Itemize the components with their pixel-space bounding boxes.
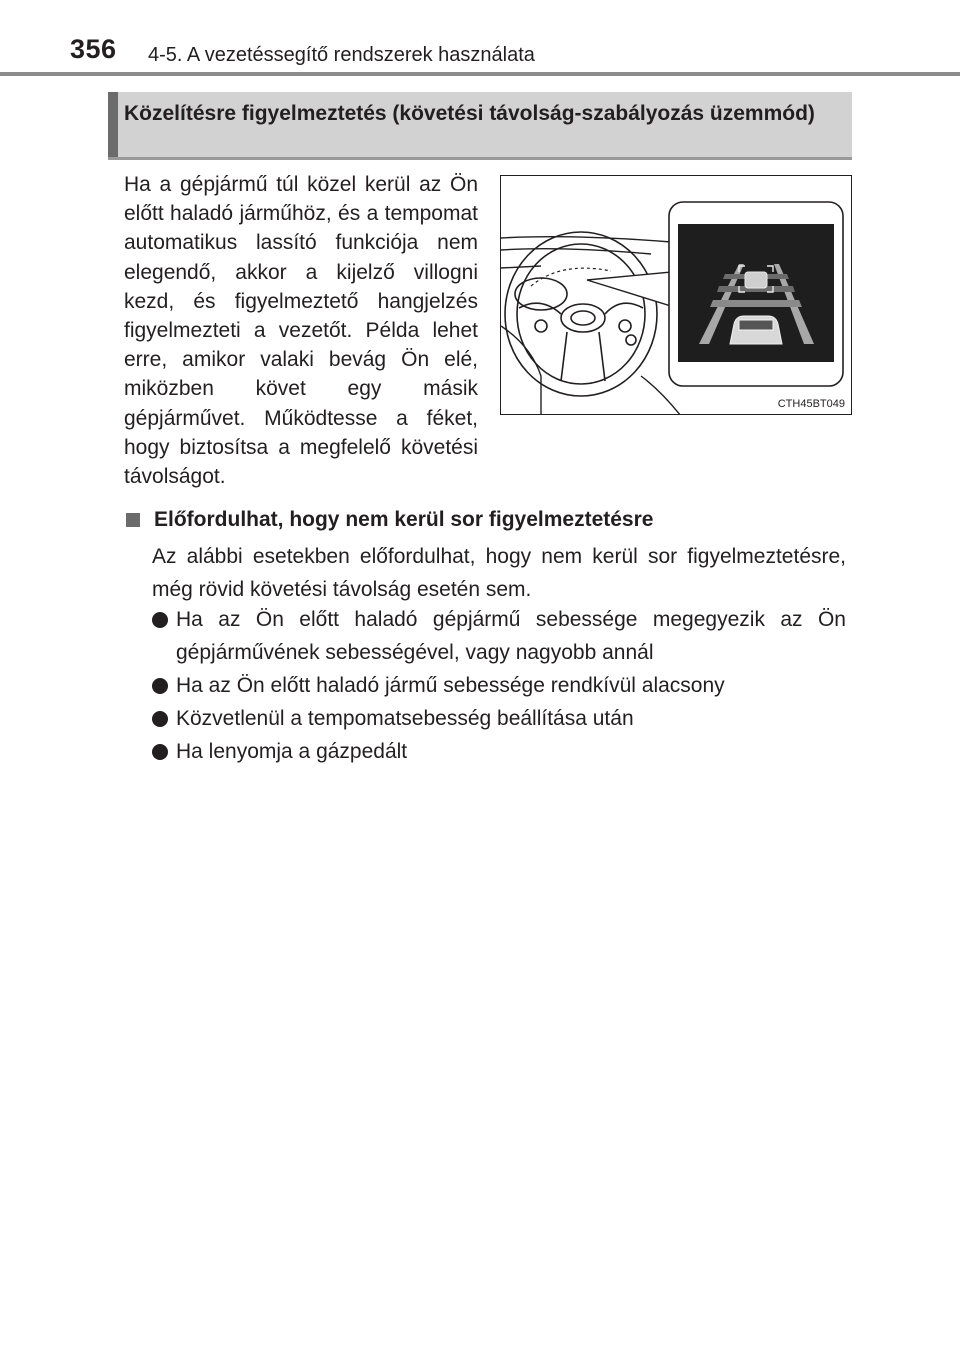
section-heading-box (108, 92, 852, 160)
circle-bullet-icon (152, 612, 168, 628)
bullet-list (152, 603, 846, 768)
section-title: Közelítésre figyelmeztetés (követési távolság-szabályozás üzemmód) (124, 102, 815, 125)
subsection-title: Előfordulhat, hogy nem kerül sor figyelmeztetésre (154, 508, 654, 531)
square-bullet-icon (126, 513, 140, 527)
dashboard-figure (500, 175, 852, 415)
list-item-text: Ha lenyomja a gázpedált (176, 740, 408, 763)
circle-bullet-icon (152, 711, 168, 727)
subsection-heading (124, 506, 653, 534)
list-item (152, 669, 846, 702)
list-item (152, 735, 846, 768)
callout-pointer (587, 272, 671, 306)
list-item-text: Közvetlenül a tempomatsebesség beállítása után (176, 707, 634, 730)
intro-paragraph: Ha a gépjármű túl közel kerül az Ön előtt haladó járműhöz, és a tempomat automatikus lassító funkciója nem elegendő, akkor a kijelző villogni kezd, és figyelmeztető hangjelzés figyelmezteti a vezetőt. Példa lehet erre, amikor valaki bevág Ön elé, miközben követ egy másik gépjárművet. Működtesse a féket, hogy biztosítsa a megfelelő követési távolságot. (124, 173, 478, 489)
own-vehicle-icon (730, 316, 782, 344)
steering-wheel (505, 232, 657, 396)
header-rule (0, 72, 960, 76)
list-item (152, 603, 846, 669)
list-item (152, 702, 846, 735)
list-item-text: Ha az Ön előtt haladó gépjármű sebessége megegyezik az Ön gépjárművének sebességével, vagy nagyobb annál (176, 608, 846, 664)
subsection-body: Az alábbi esetekben előfordulhat, hogy nem kerül sor figyelmeztetésre, még rövid követési távolság esetén sem. (152, 545, 846, 601)
dashboard-illustration (501, 176, 852, 415)
circle-bullet-icon (152, 744, 168, 760)
figure-code: CTH45BT049 (777, 398, 845, 410)
circle-bullet-icon (152, 678, 168, 694)
list-item-text: Ha az Ön előtt haladó jármű sebessége rendkívül alacsony (176, 674, 725, 697)
section-heading-bar (108, 92, 118, 157)
preceding-vehicle-icon (745, 272, 767, 288)
page-number: 356 (70, 34, 117, 64)
chapter-title: 4-5. A vezetéssegítő rendszerek használata (148, 44, 535, 66)
